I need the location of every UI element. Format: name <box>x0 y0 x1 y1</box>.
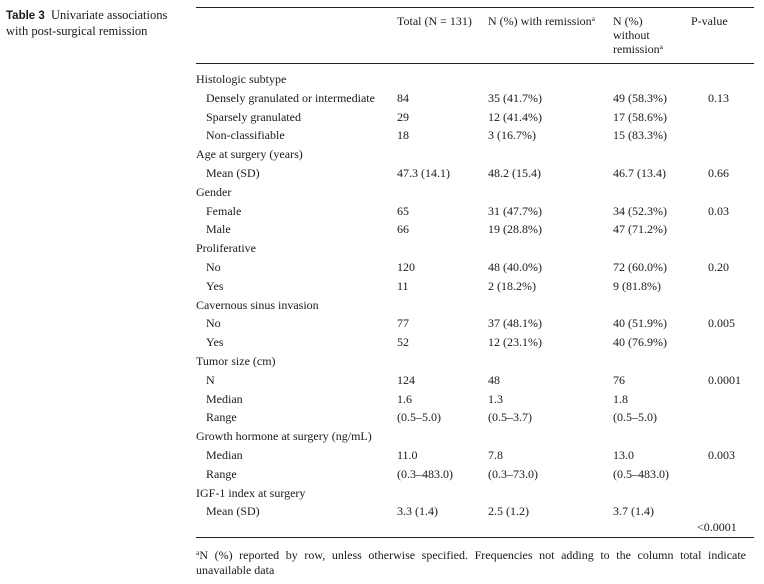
cell-without-remission: 34 (52.3%) <box>613 203 667 218</box>
cell-with-remission: 2.5 (1.2) <box>488 504 529 519</box>
table-row <box>196 465 754 484</box>
cell-total: 11.0 <box>397 447 418 462</box>
table-row <box>196 408 754 427</box>
cell-without-remission: 3.7 (1.4) <box>613 504 654 519</box>
table-caption <box>6 8 186 39</box>
table-row <box>196 390 754 409</box>
cell-p-value: 0.13 <box>708 90 729 105</box>
table-row <box>196 164 754 183</box>
table-row <box>196 502 754 521</box>
footnote-text: N (%) reported by row, unless otherwise specified. Frequencies not adding to the column total indicate unavailable data <box>196 548 746 577</box>
table-body <box>196 70 754 521</box>
header-total-text: Total (N = 131) <box>397 14 472 28</box>
bottom-rule <box>196 537 754 538</box>
table-footnote <box>196 548 746 577</box>
row-label: Median <box>206 391 243 406</box>
cell-with-remission: 3 (16.7%) <box>488 128 536 143</box>
table-caption-label: Table 3 <box>6 10 45 22</box>
header-p-value-text: P-value <box>691 14 728 28</box>
cell-with-remission: 7.8 <box>488 447 503 462</box>
row-label: Histologic subtype <box>196 72 287 86</box>
row-label: Range <box>206 466 237 481</box>
final-p-value-text: <0.0001 <box>697 520 737 534</box>
row-label: Sparsely granulated <box>206 109 301 124</box>
row-label: No <box>206 316 221 331</box>
header-total <box>397 14 472 28</box>
table-caption-text: Univariate associations with post-surgical remission <box>6 8 168 38</box>
cell-without-remission: 40 (51.9%) <box>613 316 667 331</box>
cell-total: 84 <box>397 90 409 105</box>
cell-with-remission: 35 (41.7%) <box>488 90 542 105</box>
row-label: Densely granulated or intermediate <box>206 90 375 105</box>
cell-p-value: 0.005 <box>708 316 735 331</box>
cell-with-remission: 31 (47.7%) <box>488 203 542 218</box>
cell-with-remission: 48 (40.0%) <box>488 259 542 274</box>
cell-total: 66 <box>397 222 409 237</box>
table-section-row <box>196 183 754 202</box>
header-without-line1: N (%) <box>613 14 643 28</box>
header-rule <box>196 63 754 64</box>
cell-total: 3.3 (1.4) <box>397 504 438 519</box>
row-label: Range <box>206 410 237 425</box>
cell-total: 77 <box>397 316 409 331</box>
header-with-remission <box>488 14 595 28</box>
cell-with-remission: 2 (18.2%) <box>488 278 536 293</box>
table-section-row <box>196 352 754 371</box>
cell-with-remission: 12 (23.1%) <box>488 335 542 350</box>
header-without-line3-wrap <box>613 42 663 56</box>
cell-total: 29 <box>397 109 409 124</box>
header-with-remission-mark: a <box>591 14 595 23</box>
row-label: Male <box>206 222 231 237</box>
final-p-value <box>697 520 737 534</box>
cell-without-remission: 1.8 <box>613 391 628 406</box>
cell-total: 65 <box>397 203 409 218</box>
cell-without-remission: 40 (76.9%) <box>613 335 667 350</box>
table-section-row <box>196 145 754 164</box>
row-label: Non-classifiable <box>206 128 285 143</box>
table-row <box>196 126 754 145</box>
cell-total: (0.3–483.0) <box>397 466 453 481</box>
row-label: Growth hormone at surgery (ng/mL) <box>196 429 372 444</box>
footnote-mark: a <box>196 548 200 557</box>
cell-with-remission: (0.5–3.7) <box>488 410 532 425</box>
row-label: Yes <box>206 335 224 350</box>
row-label: Proliferative <box>196 241 256 256</box>
table-row <box>196 314 754 333</box>
cell-p-value: 0.03 <box>708 203 729 218</box>
table-row <box>196 371 754 390</box>
cell-with-remission: 12 (41.4%) <box>488 109 542 124</box>
cell-without-remission: 76 <box>613 372 625 387</box>
cell-without-remission: 13.0 <box>613 447 634 462</box>
header-without-remission-mark: a <box>659 42 664 51</box>
table-section-row <box>196 427 754 446</box>
cell-total: 124 <box>397 372 415 387</box>
cell-without-remission: (0.5–5.0) <box>613 410 657 425</box>
header-without-line2: without <box>613 28 650 42</box>
row-label: No <box>206 259 221 274</box>
row-label: IGF-1 index at surgery <box>196 485 306 500</box>
header-p-value <box>691 14 728 28</box>
table-row <box>196 220 754 239</box>
table-row <box>196 333 754 352</box>
row-label: Tumor size (cm) <box>196 353 276 368</box>
header-with-remission-text: N (%) with remission <box>488 14 592 28</box>
top-rule <box>196 7 754 8</box>
table-row <box>196 277 754 296</box>
row-label: Median <box>206 447 243 462</box>
cell-with-remission: 48.2 (15.4) <box>488 165 541 180</box>
cell-without-remission: (0.5–483.0) <box>613 466 669 481</box>
cell-without-remission: 15 (83.3%) <box>613 128 667 143</box>
table-row <box>196 202 754 221</box>
table-section-row <box>196 296 754 315</box>
row-label: N <box>206 372 215 387</box>
table-section-row <box>196 484 754 503</box>
cell-p-value: 0.0001 <box>708 372 741 387</box>
header-without-remission <box>613 14 663 56</box>
cell-total: 47.3 (14.1) <box>397 165 450 180</box>
cell-with-remission: 48 <box>488 372 500 387</box>
row-label: Gender <box>196 184 232 199</box>
row-label: Cavernous sinus invasion <box>196 297 319 312</box>
row-label: Mean (SD) <box>206 504 260 519</box>
table-row <box>196 446 754 465</box>
row-label: Female <box>206 203 242 218</box>
row-label: Age at surgery (years) <box>196 147 303 162</box>
cell-p-value: 0.20 <box>708 259 729 274</box>
cell-with-remission: 1.3 <box>488 391 503 406</box>
cell-with-remission: 37 (48.1%) <box>488 316 542 331</box>
cell-with-remission: (0.3–73.0) <box>488 466 538 481</box>
cell-total: 11 <box>397 278 409 293</box>
cell-without-remission: 17 (58.6%) <box>613 109 667 124</box>
row-label: Yes <box>206 278 224 293</box>
cell-total: 18 <box>397 128 409 143</box>
cell-without-remission: 47 (71.2%) <box>613 222 667 237</box>
cell-total: 52 <box>397 335 409 350</box>
cell-p-value: 0.003 <box>708 447 735 462</box>
cell-without-remission: 49 (58.3%) <box>613 90 667 105</box>
cell-without-remission: 46.7 (13.4) <box>613 165 666 180</box>
table-row <box>196 89 754 108</box>
cell-total: 120 <box>397 259 415 274</box>
header-without-line3: remission <box>613 42 660 56</box>
cell-without-remission: 72 (60.0%) <box>613 259 667 274</box>
table-row <box>196 258 754 277</box>
table-row <box>196 108 754 127</box>
cell-with-remission: 19 (28.8%) <box>488 222 542 237</box>
table-section-row <box>196 70 754 89</box>
cell-without-remission: 9 (81.8%) <box>613 278 661 293</box>
cell-p-value: 0.66 <box>708 165 729 180</box>
table-section-row <box>196 239 754 258</box>
row-label: Mean (SD) <box>206 165 260 180</box>
cell-total: (0.5–5.0) <box>397 410 441 425</box>
cell-total: 1.6 <box>397 391 412 406</box>
